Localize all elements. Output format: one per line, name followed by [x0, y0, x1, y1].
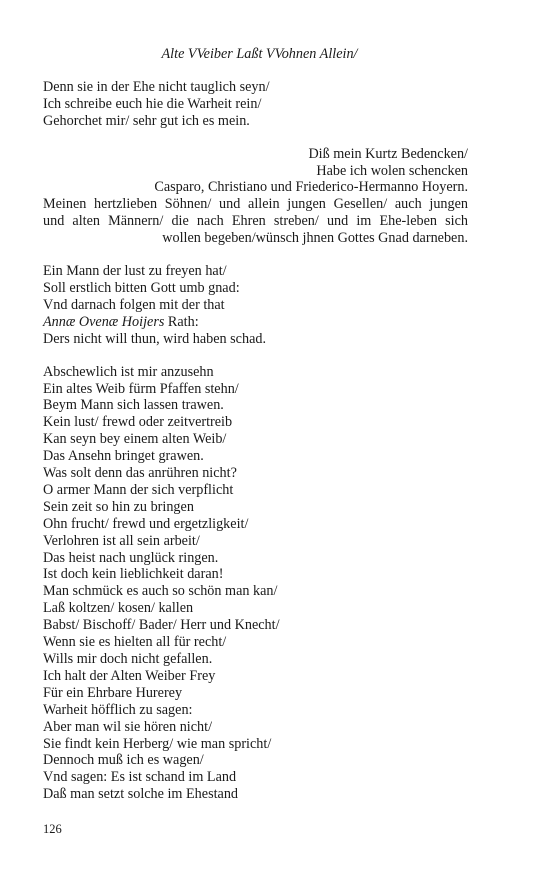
verse-line: O armer Mann der sich verpflicht	[43, 481, 234, 498]
dedication-line: Diß mein Kurtz Bedencken/	[308, 145, 468, 162]
verse-line	[43, 314, 468, 331]
verse-line: Beym Mann sich lassen trawen.	[43, 397, 224, 414]
stanza-1	[43, 79, 468, 130]
verse-line: Babst/ Bischoff/ Bader/ Herr und Knecht/	[43, 617, 280, 634]
verse-line: Ders nicht will thun, wird haben schad.	[43, 330, 267, 347]
dedication-line: Meinen hertzlieben Söhnen/ und allein jungen Gesellen/ auch jungen	[43, 196, 468, 213]
verse-line: Kein lust/ frewd oder zeitvertreib	[43, 414, 233, 431]
verse-line: Gehorchet mir/ sehr gut ich es mein.	[43, 112, 250, 129]
verse-line-rest: Rath:	[164, 313, 199, 330]
verse-line: Man schmück es auch so schön man kan/	[43, 583, 278, 600]
verse-line: Abschewlich ist mir anzusehn	[43, 363, 214, 380]
page-body	[43, 46, 468, 819]
verse-line: Das Ansehn bringet grawen.	[43, 448, 204, 465]
dedication-line: und alten Männern/ die nach Ehren streben/ und im Ehe-leben sich	[43, 213, 468, 230]
dedication	[43, 146, 468, 247]
verse-line: Sein zeit so hin zu bringen	[43, 498, 194, 515]
verse-line: Aber man wil sie hören nicht/	[43, 718, 213, 735]
dedication-line: wollen begeben/wünsch jhnen Gottes Gnad darneben.	[162, 230, 468, 247]
verse-line: Daß man setzt solche im Ehestand	[43, 786, 239, 803]
page-number: 126	[43, 822, 62, 836]
verse-line: Für ein Ehrbare Hurerey	[43, 684, 183, 701]
verse-line: Vnd darnach folgen mit der that	[43, 296, 225, 313]
verse-line: Das heist nach unglück ringen.	[43, 549, 219, 566]
verse-line: Was solt denn das anrühren nicht?	[43, 465, 237, 482]
verse-line: Ich schreibe euch hie die Warheit rein/	[43, 95, 262, 112]
verse-line: Ist doch kein lieblichkeit daran!	[43, 566, 224, 583]
verse-line: Denn sie in der Ehe nicht tauglich seyn/	[43, 78, 270, 95]
verse-line: Sie findt kein Herberg/ wie man spricht/	[43, 735, 272, 752]
stanza-3	[43, 364, 468, 804]
verse-line: Ich halt der Alten Weiber Frey	[43, 667, 216, 684]
poem-title: Alte VVeiber Laßt VVohnen Allein/	[161, 46, 358, 62]
verse-line: Verlohren ist all sein arbeit/	[43, 532, 200, 549]
verse-line: Laß koltzen/ kosen/ kallen	[43, 600, 194, 617]
verse-line: Soll erstlich bitten Gott umb gnad:	[43, 279, 240, 296]
verse-line: Wenn sie es hielten all für recht/	[43, 634, 227, 651]
verse-line: Wills mir doch nicht gefallen.	[43, 651, 213, 667]
dedication-line: Casparo, Christiano und Friederico-Hermanno Hoyern.	[154, 179, 468, 196]
verse-line: Ohn frucht/ frewd und ergetzligkeit/	[43, 515, 249, 532]
verse-line: Dennoch muß ich es wagen/	[43, 752, 204, 769]
stanza-2	[43, 263, 468, 348]
verse-line: Kan seyn bey einem alten Weib/	[43, 431, 227, 448]
verse-line: Ein altes Weib fürm Pfaffen stehn/	[43, 380, 239, 397]
verse-line: Ein Mann der lust zu freyen hat/	[43, 263, 227, 280]
verse-line: Warheit höfflich zu sagen:	[43, 701, 193, 718]
verse-line: Vnd sagen: Es ist schand im Land	[43, 769, 237, 786]
dedication-line: Habe ich wolen schencken	[316, 162, 468, 179]
author-name: Annæ Ovenæ Hoijers	[43, 313, 165, 330]
